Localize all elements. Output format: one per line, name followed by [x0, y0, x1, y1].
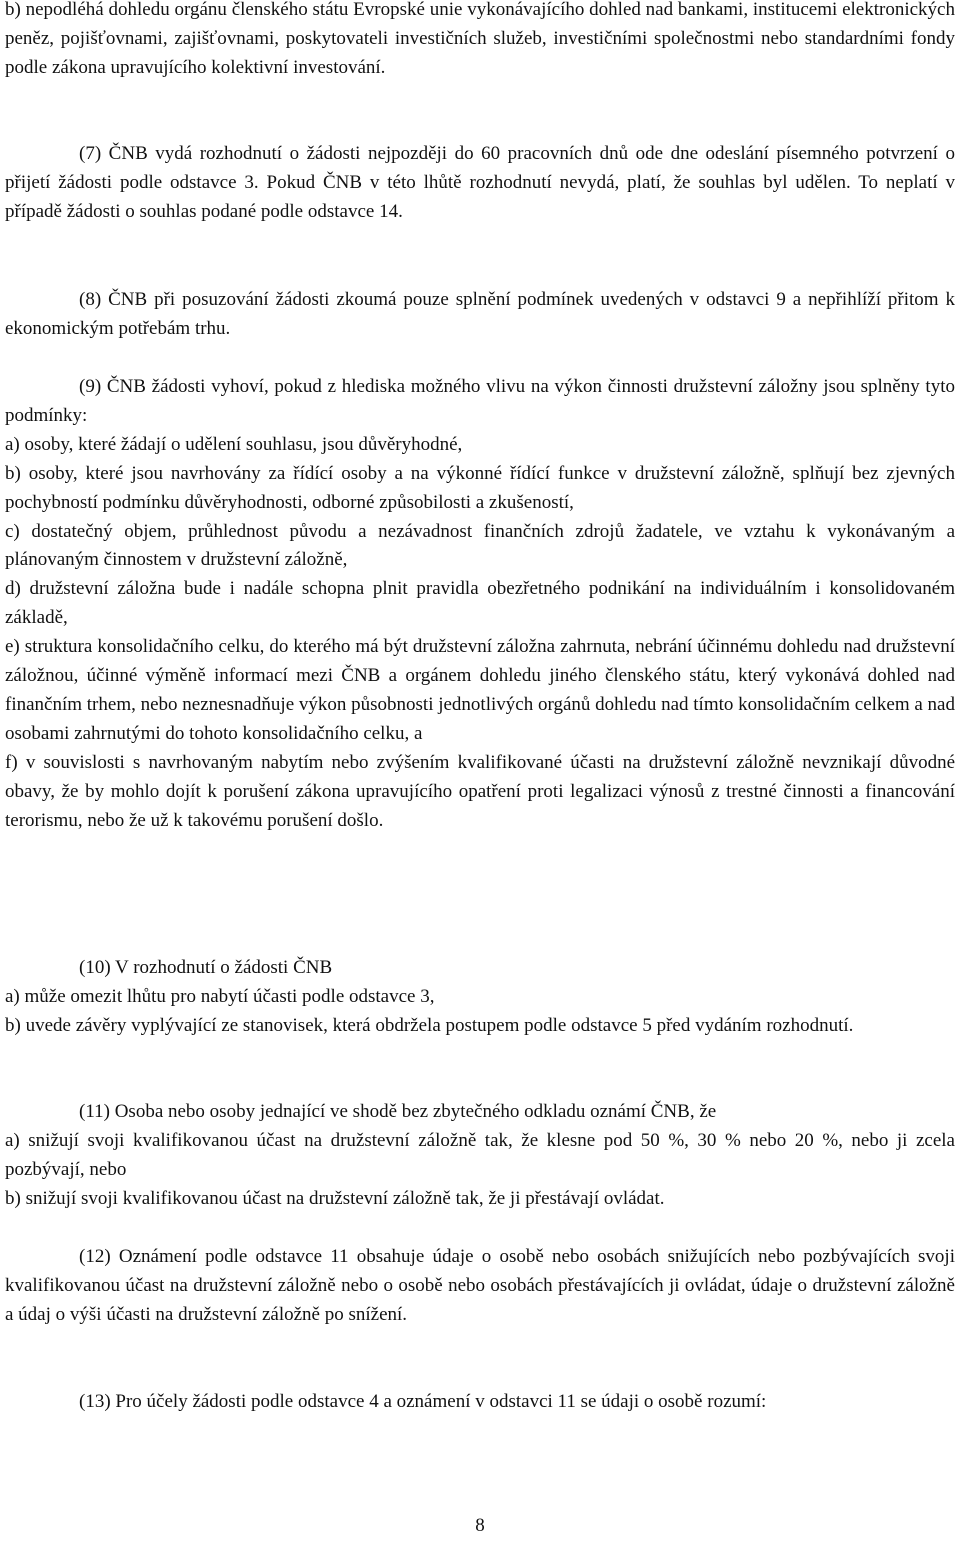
paragraph-9-item-d: d) družstevní záložna bude i nadále schopna plnit pravidla obezřetného podnikání na individuálním i konsolidovaném základě,: [5, 578, 955, 629]
paragraph-8-text: (8) ČNB při posuzování žádosti zkoumá pouze splnění podmínek uvedených v odstavci 9 a nepřihlíží přitom k ekonomickým potřebám trhu.: [5, 289, 955, 339]
paragraph-7: [5, 140, 955, 227]
paragraph-13-text: (13) Pro účely žádosti podle odstavce 4 a oznámení v odstavci 11 se údaji o osobě rozumí:: [79, 1391, 767, 1412]
paragraph-9-item-f: f) v souvislosti s navrhovaným nabytím nebo zvýšením kvalifikované účasti na družstevní záložně nevznikají důvodné obavy, že by mohlo dojít k porušení zákona upravujícího opatření proti legalizaci výnosů z trestné činnosti a financování terorismu, nebo že už k takovému porušení došlo.: [5, 751, 955, 831]
paragraph-9-item-a: a) osoby, které žádají o udělení souhlasu, jsou důvěryhodné,: [5, 433, 463, 455]
paragraph-9-item-e: e) struktura konsolidačního celku, do kterého má být družstevní záložna zahrnuta, nebrání účinnému dohledu nad družstevní záložnou, účinné výměně informací mezi ČNB a orgánem dohledu jiného členského státu, který vykonává dohled nad finančním trhem, nebo neznesnadňuje výkon působnosti jednotlivých orgánů dohledu nad tímto konsolidačním celkem a nad osobami zahrnutými do tohoto konsolidačního celku, a: [5, 636, 955, 744]
paragraph-12-text: (12) Oznámení podle odstavce 11 obsahuje údaje o osobě nebo osobách snižujících nebo pozbývajících svoji kvalifikovanou účast na družstevní záložně nebo o osobě nebo osobách přestávajících ji ovládat, údaje o družstevní záložně a údaj o výši účasti na družstevní záložně po snížení.: [5, 1246, 955, 1325]
paragraph-11-item-a: a) snižují svoji kvalifikovanou účast na družstevní záložně tak, že klesne pod 50 %, 30 % nebo 20 %, nebo ji zcela pozbývají, nebo: [5, 1129, 955, 1180]
page-number: 8: [475, 1515, 485, 1536]
paragraph-8: [5, 286, 955, 344]
paragraph-13: [5, 1388, 955, 1417]
paragraph-9-item-c: c) dostatečný objem, průhlednost původu a nezávadnost finančních zdrojů žadatele, ve vztahu k vykonávaným a plánovaným činnostem v družstevní záložně,: [5, 520, 955, 571]
paragraph-10-intro: (10) V rozhodnutí o žádosti ČNB: [79, 957, 333, 978]
paragraph-11-item-b: b) snižují svoji kvalifikovanou účast na družstevní záložně tak, že ji přestávají ovládat.: [5, 1187, 665, 1209]
paragraph-11: [5, 1098, 955, 1214]
paragraph-10: [5, 954, 955, 1041]
paragraph-12: [5, 1243, 955, 1330]
paragraph-9-item-b: b) osoby, které jsou navrhovány za řídící osoby a na výkonné řídící funkce v družstevní záložně, splňují bez zjevných pochybností podmínku důvěryhodnosti, odborné způsobilosti a zkušeností,: [5, 462, 955, 513]
paragraph-11-intro: (11) Osoba nebo osoby jednající ve shodě bez zbytečného odkladu oznámí ČNB, že: [79, 1101, 717, 1122]
paragraph-9-intro: (9) ČNB žádosti vyhoví, pokud z hlediska možného vlivu na výkon činnosti družstevní záložny jsou splněny tyto podmínky:: [5, 376, 955, 426]
continuation-item-b: [5, 0, 955, 83]
paragraph-10-item-a: a) může omezit lhůtu pro nabytí účasti podle odstavce 3,: [5, 985, 435, 1007]
paragraph-10-item-b: b) uvede závěry vyplývající ze stanovisek, která obdržela postupem podle odstavce 5 před vydáním rozhodnutí.: [5, 1014, 854, 1036]
item-b-text: b) nepodléhá dohledu orgánu členského státu Evropské unie vykonávajícího dohled nad bankami, institucemi elektronických peněz, pojišťovnami, zajišťovnami, poskytovateli investičních služeb, investičními společnostmi nebo standardními fondy podle zákona upravujícího kolektivní investování.: [5, 0, 955, 78]
paragraph-7-text: (7) ČNB vydá rozhodnutí o žádosti nejpozději do 60 pracovních dnů ode dne odeslání písemného potvrzení o přijetí žádosti podle odstavce 3. Pokud ČNB v této lhůtě rozhodnutí nevydá, platí, že souhlas byl udělen. To neplatí v případě žádosti o souhlas podané podle odstavce 14.: [5, 143, 955, 222]
paragraph-9: [5, 373, 955, 836]
